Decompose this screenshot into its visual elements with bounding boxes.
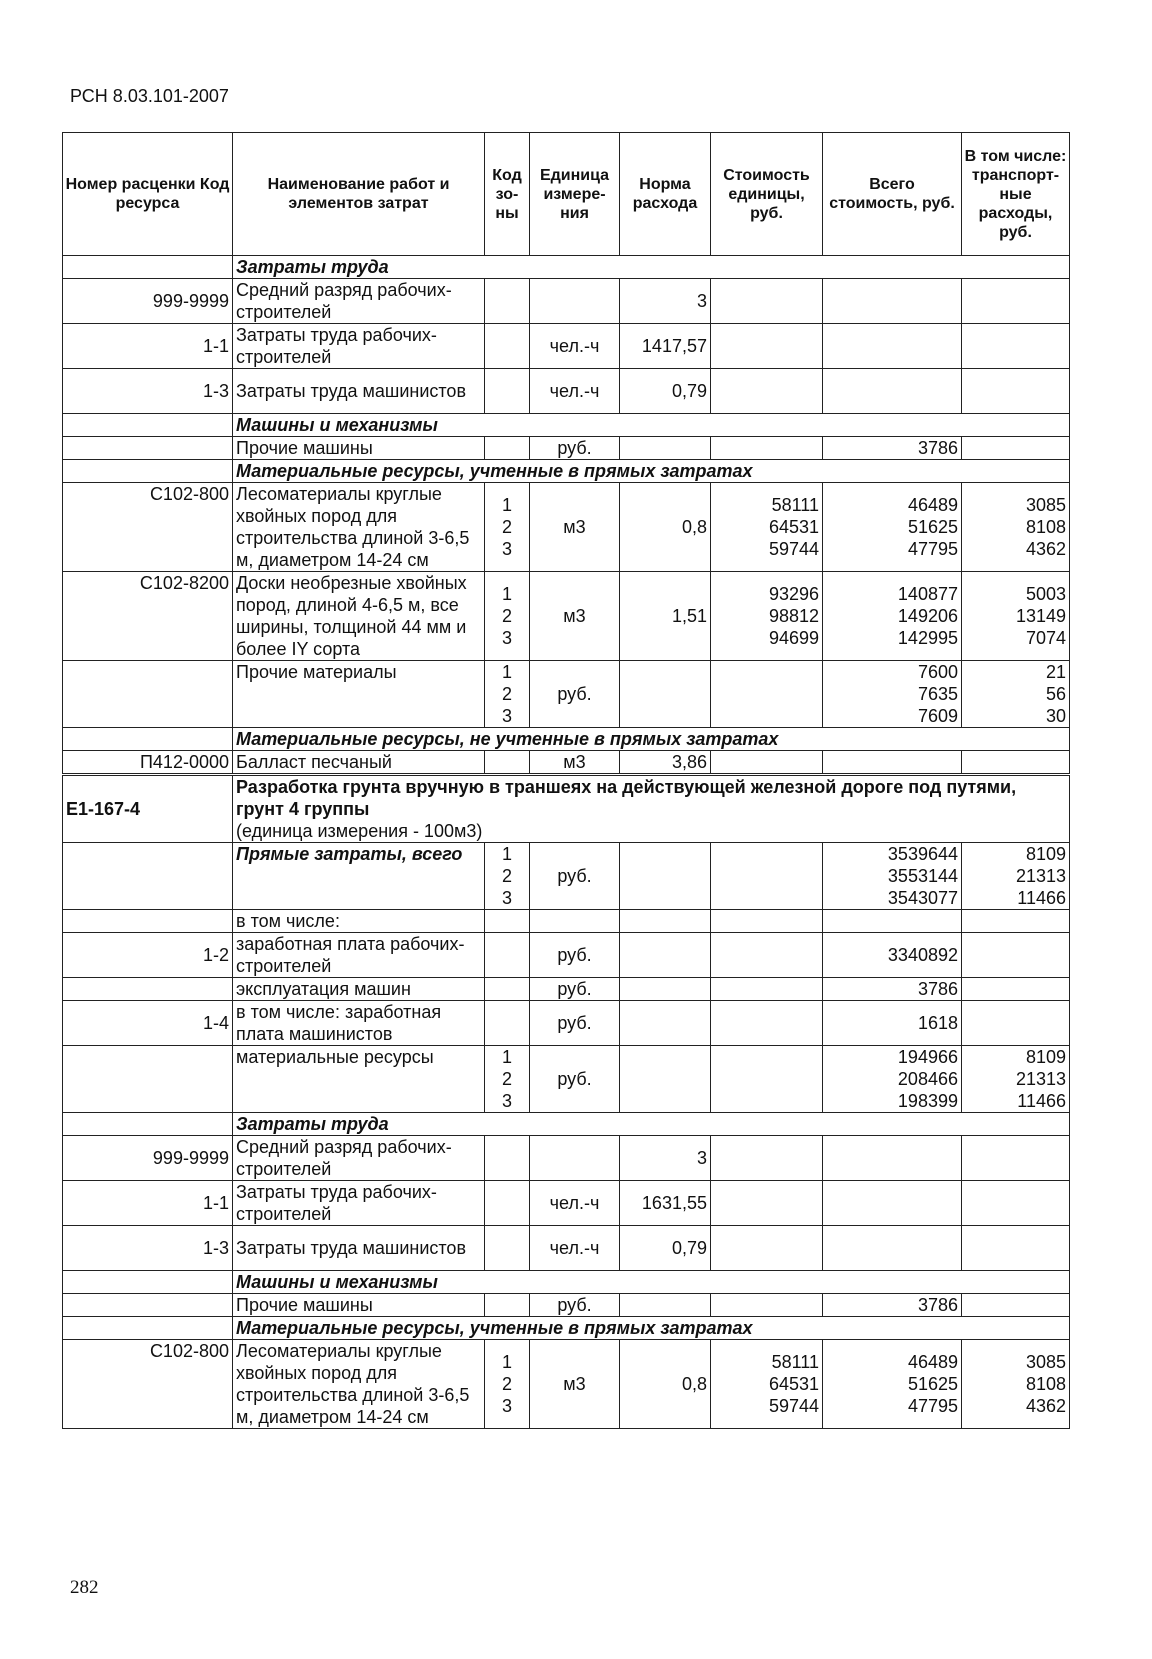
norm-value: 3,86 <box>620 751 711 775</box>
unit-value: м3 <box>530 1340 620 1429</box>
unit-value: руб. <box>530 1001 620 1046</box>
unit-cost-values: 93296 98812 94699 <box>711 572 823 661</box>
resource-name: Средний разряд рабочих-строителей <box>233 279 485 324</box>
total-values: 3539644 3553144 3543077 <box>823 843 962 910</box>
resource-name: Затраты труда рабочих-строителей <box>233 324 485 369</box>
resource-name: эксплуатация машин <box>233 978 485 1001</box>
resource-code: 1-1 <box>63 1181 233 1226</box>
unit-value: м3 <box>530 572 620 661</box>
zone-codes: 1 2 3 <box>485 572 530 661</box>
section-title: Затраты труда <box>233 256 1070 279</box>
total-values: 7600 7635 7609 <box>823 661 962 728</box>
table-row <box>63 978 1070 1001</box>
resource-name: Затраты труда машинистов <box>233 369 485 414</box>
table-row <box>63 1136 1070 1181</box>
total-value: 1618 <box>823 1001 962 1046</box>
unit-value: чел.-ч <box>530 324 620 369</box>
resource-code: 1-4 <box>63 1001 233 1046</box>
rate-measure: (единица измерения - 100м3) <box>236 821 483 841</box>
norm-value: 1417,57 <box>620 324 711 369</box>
transport-values: 21 56 30 <box>962 661 1070 728</box>
document-code: РСН 8.03.101-2007 <box>70 86 229 106</box>
transport-values: 8109 21313 11466 <box>962 843 1070 910</box>
unit-value: чел.-ч <box>530 1181 620 1226</box>
section-row <box>63 460 1070 483</box>
zone-codes: 1 2 3 <box>485 1340 530 1429</box>
resource-name: Затраты труда рабочих-строителей <box>233 1181 485 1226</box>
section-title: Машины и механизмы <box>233 414 1070 437</box>
total-values: 140877 149206 142995 <box>823 572 962 661</box>
header-name: Наименование работ и элементов затрат <box>233 133 485 256</box>
resource-name: материальные ресурсы <box>233 1046 485 1113</box>
resource-code: 1-1 <box>63 324 233 369</box>
table-row <box>63 437 1070 460</box>
page-number: 282 <box>70 1577 99 1598</box>
rate-title-row <box>63 775 1070 843</box>
unit-value: руб. <box>530 978 620 1001</box>
table-row <box>63 661 1070 728</box>
transport-values: 3085 8108 4362 <box>962 1340 1070 1429</box>
norm-value: 1,51 <box>620 572 711 661</box>
header-total: Всего стоимость, руб. <box>823 133 962 256</box>
section-row <box>63 414 1070 437</box>
unit-value: чел.-ч <box>530 1226 620 1271</box>
resource-code: 1-3 <box>63 369 233 414</box>
total-value: 3340892 <box>823 933 962 978</box>
resource-code: С102-8200 <box>63 572 233 661</box>
header-unit-cost: Стоимость единицы, руб. <box>711 133 823 256</box>
section-row <box>63 1271 1070 1294</box>
unit-value: руб. <box>530 1046 620 1113</box>
header-unit: Единица измере-ния <box>530 133 620 256</box>
resource-code: 999-9999 <box>63 279 233 324</box>
norm-value: 0,8 <box>620 483 711 572</box>
header-code: Номер расценки Код ресурса <box>63 133 233 256</box>
resource-name: в том числе: <box>233 910 485 933</box>
resource-name: Прямые затраты, всего <box>233 843 485 910</box>
resource-code: С102-800 <box>63 1340 233 1429</box>
table-row <box>63 843 1070 910</box>
resource-code: 1-2 <box>63 933 233 978</box>
resource-name: Затраты труда машинистов <box>233 1226 485 1271</box>
table-row <box>63 483 1070 572</box>
resource-name: Прочие материалы <box>233 661 485 728</box>
section-title: Затраты труда <box>233 1113 1070 1136</box>
norm-value: 1631,55 <box>620 1181 711 1226</box>
header-norm: Норма расхода <box>620 133 711 256</box>
section-row <box>63 256 1070 279</box>
resource-name: Лесоматериалы круглые хвойных пород для строительства длиной 3-6,5 м, диаметром 14-24 см <box>233 1340 485 1429</box>
unit-value: руб. <box>530 1294 620 1317</box>
norm-value: 3 <box>620 279 711 324</box>
resource-name: Средний разряд рабочих-строителей <box>233 1136 485 1181</box>
resource-name: заработная плата рабочих-строителей <box>233 933 485 978</box>
resource-name: Балласт песчаный <box>233 751 485 775</box>
resource-name: Прочие машины <box>233 437 485 460</box>
rate-code: Е1-167-4 <box>63 775 233 843</box>
zone-codes: 1 2 3 <box>485 843 530 910</box>
table-row <box>63 1226 1070 1271</box>
unit-value: руб. <box>530 661 620 728</box>
section-row <box>63 1113 1070 1136</box>
resource-code: С102-800 <box>63 483 233 572</box>
unit-cost-values: 58111 64531 59744 <box>711 483 823 572</box>
section-title: Материальные ресурсы, учтенные в прямых затратах <box>233 460 1070 483</box>
unit-value: руб. <box>530 437 620 460</box>
transport-values: 5003 13149 7074 <box>962 572 1070 661</box>
zone-codes: 1 2 3 <box>485 483 530 572</box>
section-title: Материальные ресурсы, не учтенные в прямых затратах <box>233 728 1070 751</box>
total-values: 194966 208466 198399 <box>823 1046 962 1113</box>
norm-value: 0,79 <box>620 1226 711 1271</box>
total-value: 3786 <box>823 978 962 1001</box>
header-transport: В том числе: транспорт-ные расходы, руб. <box>962 133 1070 256</box>
zone-codes: 1 2 3 <box>485 661 530 728</box>
table-row <box>63 1001 1070 1046</box>
unit-value: руб. <box>530 843 620 910</box>
unit-value: м3 <box>530 751 620 775</box>
unit-value: чел.-ч <box>530 369 620 414</box>
section-row <box>63 1317 1070 1340</box>
resource-name: Доски необрезные хвойных пород, длиной 4-6,5 м, все ширины, толщиной 44 мм и более IY сорта <box>233 572 485 661</box>
table-row <box>63 933 1070 978</box>
unit-cost-values: 58111 64531 59744 <box>711 1340 823 1429</box>
unit-value: руб. <box>530 933 620 978</box>
norm-value: 0,79 <box>620 369 711 414</box>
table-row <box>63 1294 1070 1317</box>
resource-code: 1-3 <box>63 1226 233 1271</box>
zone-codes: 1 2 3 <box>485 1046 530 1113</box>
table-row <box>63 572 1070 661</box>
table-row <box>63 1340 1070 1429</box>
rates-table <box>62 132 1070 1429</box>
table-row <box>63 1046 1070 1113</box>
section-title: Машины и механизмы <box>233 1271 1070 1294</box>
transport-values: 8109 21313 11466 <box>962 1046 1070 1113</box>
header-zone: Код зо-ны <box>485 133 530 256</box>
table-row <box>63 751 1070 775</box>
table-row <box>63 279 1070 324</box>
norm-value: 3 <box>620 1136 711 1181</box>
table-row <box>63 1181 1070 1226</box>
total-values: 46489 51625 47795 <box>823 483 962 572</box>
resource-name: Прочие машины <box>233 1294 485 1317</box>
norm-value: 0,8 <box>620 1340 711 1429</box>
total-values: 46489 51625 47795 <box>823 1340 962 1429</box>
total-value: 3786 <box>823 1294 962 1317</box>
table-header-row <box>63 133 1070 256</box>
resource-name: Лесоматериалы круглые хвойных пород для строительства длиной 3-6,5 м, диаметром 14-24 см <box>233 483 485 572</box>
total-value: 3786 <box>823 437 962 460</box>
transport-values: 3085 8108 4362 <box>962 483 1070 572</box>
section-title: Материальные ресурсы, учтенные в прямых затратах <box>233 1317 1070 1340</box>
unit-value: м3 <box>530 483 620 572</box>
resource-name: в том числе: заработная плата машинистов <box>233 1001 485 1046</box>
resource-code: 999-9999 <box>63 1136 233 1181</box>
table-row <box>63 324 1070 369</box>
table-row <box>63 910 1070 933</box>
resource-code: П412-0000 <box>63 751 233 775</box>
section-row <box>63 728 1070 751</box>
rate-title: Разработка грунта вручную в траншеях на действующей железной дороге под путями, грунт 4 группы <box>236 777 1017 819</box>
table-row <box>63 369 1070 414</box>
